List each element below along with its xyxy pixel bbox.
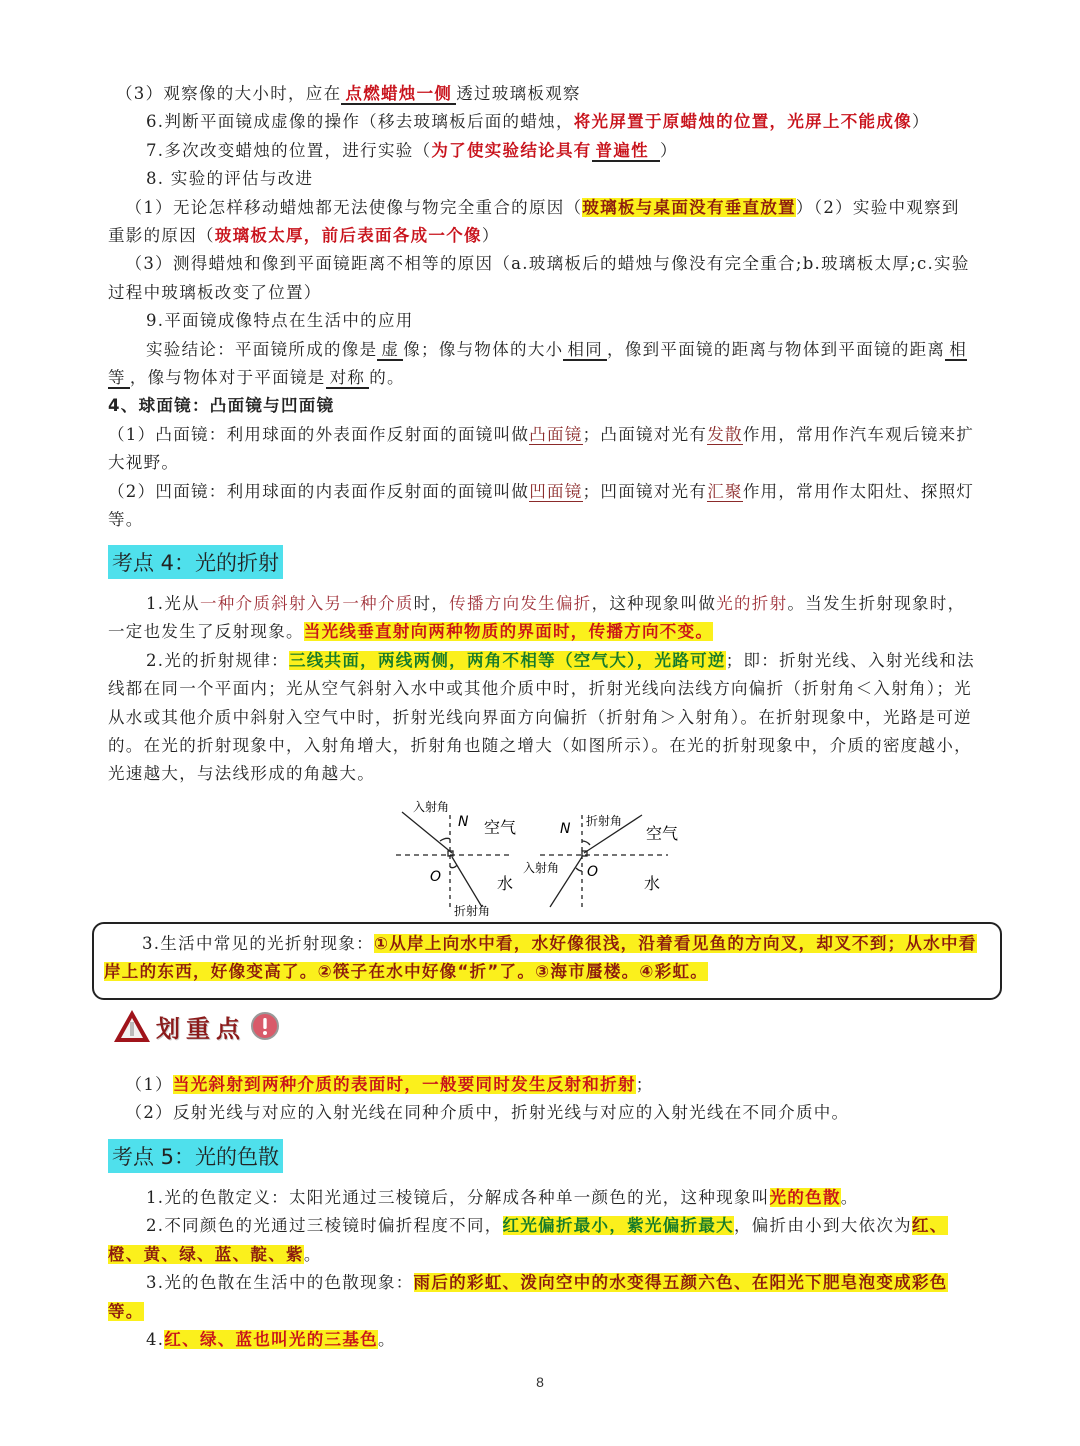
- text-run: 1.光的色散定义：太阳光通过三棱镜后，分解成各种单一颜色的光，这种现象叫: [146, 1188, 770, 1207]
- text-run: 2.不同颜色的光通过三棱镜时偏折程度不同，: [146, 1216, 503, 1236]
- text-run: ；即：折射光线、入射光线和法线都在同一个平面内；光从空气斜射入水中或其他介质中时，折射光线向法线方向偏折（折射角＜入射角）；光从水或其他介质中斜射入空气中时，折射光线向界面方向偏折（折射角＞入射角）。在折射现象中，光路是可逆的。在光的折射现象中，入射角增大，折射角也随之增大（如图所示）。在光的折射现象中，介质的密度越小，光速越大，与法线形成的角越大。: [108, 650, 975, 784]
- text-run: 时，: [413, 594, 450, 613]
- text-run: ，像与物体对于平面镜是: [129, 368, 326, 388]
- water-label-left: 水: [497, 874, 514, 893]
- paragraph: [108, 590, 976, 647]
- page-number: 8: [536, 1374, 544, 1390]
- emphasized-text: 三线共面，两线两侧，两角不相等（空气大），光路可逆: [288, 650, 726, 670]
- paragraph: [108, 250, 976, 307]
- section-refraction: [108, 590, 976, 789]
- paragraph: [108, 1269, 976, 1326]
- refraction-diagram: [380, 795, 700, 920]
- text-run: 透过玻璃板观察: [456, 84, 581, 103]
- refracted-angle-label-right: 折射角: [586, 814, 623, 828]
- text-run: 9.平面镜成像特点在生活中的应用: [146, 311, 414, 331]
- text-run: （1）无论怎样移动蜡烛都无法使像与物完全重合的原因（: [116, 197, 583, 217]
- emphasized-text: 汇聚: [707, 481, 743, 501]
- emphasized-text: 凸面镜: [529, 424, 583, 444]
- emphasized-text: 光的折射: [716, 594, 788, 613]
- paragraph: [108, 108, 976, 136]
- emphasized-text: 玻璃板太厚，前后表面各成一个像: [214, 226, 482, 246]
- text-run: （1）凸面镜：利用球面的外表面作反射面的面镜叫做: [108, 424, 530, 444]
- paragraph: [108, 307, 976, 335]
- text-run: 实验结论：平面镜所成的像是: [146, 339, 378, 359]
- incident-angle-label-left: 入射角: [413, 800, 450, 814]
- paragraph: [108, 336, 976, 393]
- text-run: ；凸面镜对光有: [582, 424, 708, 444]
- refracted-ray-left: [452, 857, 482, 907]
- emphasized-text: ①从岸上向水中看，水好像很浅，沿着看见鱼的方向叉，却叉不到；从水中看岸上的东西，好像变高了。②筷子在水中好像“折”了。③海市蜃楼。④彩虹。: [104, 934, 977, 982]
- paragraph: [108, 137, 976, 165]
- text-run: ）: [911, 112, 930, 132]
- text-run: 8. 实验的评估与改进: [146, 169, 314, 189]
- emphasized-text: 将光屏置于原蜡烛的位置，光屏上不能成像: [573, 112, 912, 132]
- section-plane-mirror: [108, 80, 976, 535]
- text-run: （3）观察像的大小时，应在: [116, 84, 342, 103]
- emphasized-text: 4、球面镜：凸面镜与凹面镜: [108, 396, 335, 416]
- emphasized-text: 为了使实验结论具有: [431, 140, 592, 160]
- paragraph: [108, 421, 976, 478]
- text-run: （2）反射光线与对应的入射光线在同种介质中，折射光线与对应的入射光线在不同介质中。: [116, 1103, 850, 1123]
- emphasized-text: 点燃蜡烛一侧: [341, 84, 456, 105]
- paragraph: [108, 80, 976, 108]
- exclamation-circle-icon: [250, 1011, 280, 1041]
- origin-label-left: O: [430, 869, 442, 885]
- paragraph: [108, 1212, 976, 1269]
- text-run: ，像到平面镜的距离与物体到平面镜的距离: [607, 339, 946, 359]
- paragraph: [108, 1099, 976, 1127]
- emphasized-text: 虚: [377, 340, 403, 361]
- air-label-left: 空气: [484, 818, 517, 837]
- emphasized-text: 凹面镜: [529, 481, 583, 501]
- emphasized-text: 发散: [707, 424, 743, 444]
- section-dispersion: [108, 1184, 976, 1354]
- emphasized-text: 相等: [108, 339, 968, 388]
- text-run: 1.光从: [146, 594, 200, 613]
- warning-triangle-icon: [112, 1008, 152, 1044]
- refraction-examples-box: [92, 922, 1002, 1000]
- text-run: 作用，常用作汽车观后镜来扩大视野。: [108, 424, 975, 473]
- section-key-points: [108, 1071, 976, 1128]
- text-run: 3.生活中常见的光折射现象：: [142, 934, 374, 953]
- text-run: 3.光的色散在生活中的色散现象：: [146, 1273, 414, 1293]
- paragraph: [108, 194, 976, 251]
- text-run: ；: [635, 1075, 654, 1094]
- text-run: 。: [303, 1244, 322, 1264]
- paragraph: [108, 1071, 976, 1099]
- heading-refraction: 考点 4：光的折射: [108, 545, 283, 579]
- emphasized-text: 传播方向发生偏折: [449, 594, 592, 613]
- heading-dispersion: 考点 5：光的色散: [108, 1139, 283, 1173]
- normal-label-left: N: [458, 814, 469, 830]
- emphasized-text: 红、绿、蓝也叫光的三基色: [164, 1330, 378, 1350]
- paragraph: [104, 930, 984, 987]
- emphasized-text: 红、橙、黄、绿、蓝、靛、紫: [108, 1216, 948, 1264]
- text-run: ）: [481, 226, 500, 246]
- incident-angle-label-right: 入射角: [523, 861, 560, 875]
- text-run: ）（2）实验中观察到重影的原因（: [108, 197, 960, 246]
- emphasized-text: 当光斜射到两种介质的表面时，一般要同时发生反射和折射: [172, 1075, 636, 1094]
- text-run: 。当发生折射现象时，一定也发生了反射现象。: [108, 594, 966, 642]
- text-run: 。: [840, 1188, 859, 1207]
- emphasized-text: 普遍性: [592, 141, 660, 162]
- section-refraction-examples: [104, 930, 984, 987]
- text-run: ；凹面镜对光有: [582, 481, 708, 501]
- text-run: 像；像与物体的大小: [403, 339, 564, 359]
- text-run: 4.: [146, 1330, 165, 1350]
- text-run: （2）凹面镜：利用球面的内表面作反射面的面镜叫做: [108, 481, 530, 501]
- normal-label-right: N: [560, 821, 571, 837]
- text-run: ）: [660, 140, 678, 160]
- paragraph: [108, 1326, 976, 1354]
- text-run: 作用，常用作太阳灶、探照灯等。: [108, 481, 975, 530]
- text-run: （3）测得蜡烛和像到平面镜距离不相等的原因（a.玻璃板后的蜡烛与像没有完全重合;b.玻璃板太厚;c.实验过程中玻璃板改变了位置）: [108, 254, 970, 302]
- emphasized-text: 光的色散: [769, 1188, 841, 1207]
- air-label-right: 空气: [646, 824, 679, 843]
- origin-label-right: O: [587, 864, 599, 880]
- incident-ray-left: [402, 812, 452, 853]
- emphasized-text: 雨后的彩虹、泼向空中的水变得五颜六色、在阳光下肥皂泡变成彩色等。: [108, 1273, 948, 1321]
- water-label-right: 水: [644, 874, 661, 893]
- emphasized-text: 对称: [326, 368, 370, 389]
- emphasized-text: 玻璃板与桌面没有垂直放置: [582, 197, 796, 217]
- emphasized-text: 一种介质斜射入另一种介质: [199, 594, 414, 613]
- refracted-angle-label-left: 折射角: [454, 904, 491, 918]
- paragraph: [108, 478, 976, 535]
- text-run: 的。: [369, 368, 405, 388]
- text-run: 7.多次改变蜡烛的位置，进行实验（: [146, 140, 432, 160]
- key-point-banner: [112, 1008, 280, 1044]
- text-run: 2.光的折射规律：: [146, 650, 289, 670]
- text-run: 。: [377, 1330, 396, 1350]
- emphasized-text: 红光偏折最小，紫光偏折最大: [502, 1216, 734, 1236]
- paragraph: [108, 647, 976, 789]
- paragraph: [108, 165, 976, 193]
- key-point-label: 划重点: [156, 1014, 246, 1043]
- text-run: 6.判断平面镜成虚像的操作（移去玻璃板后面的蜡烛，: [146, 112, 574, 132]
- emphasized-text: 相同: [563, 340, 607, 361]
- paragraph: [108, 1184, 976, 1212]
- paragraph: [108, 392, 976, 420]
- text-run: （1）: [116, 1075, 173, 1094]
- text-run: ，偏折由小到大依次为: [733, 1216, 912, 1236]
- text-run: ，这种现象叫做: [591, 594, 717, 613]
- emphasized-text: 当光线垂直射向两种物质的界面时，传播方向不变。: [303, 622, 714, 642]
